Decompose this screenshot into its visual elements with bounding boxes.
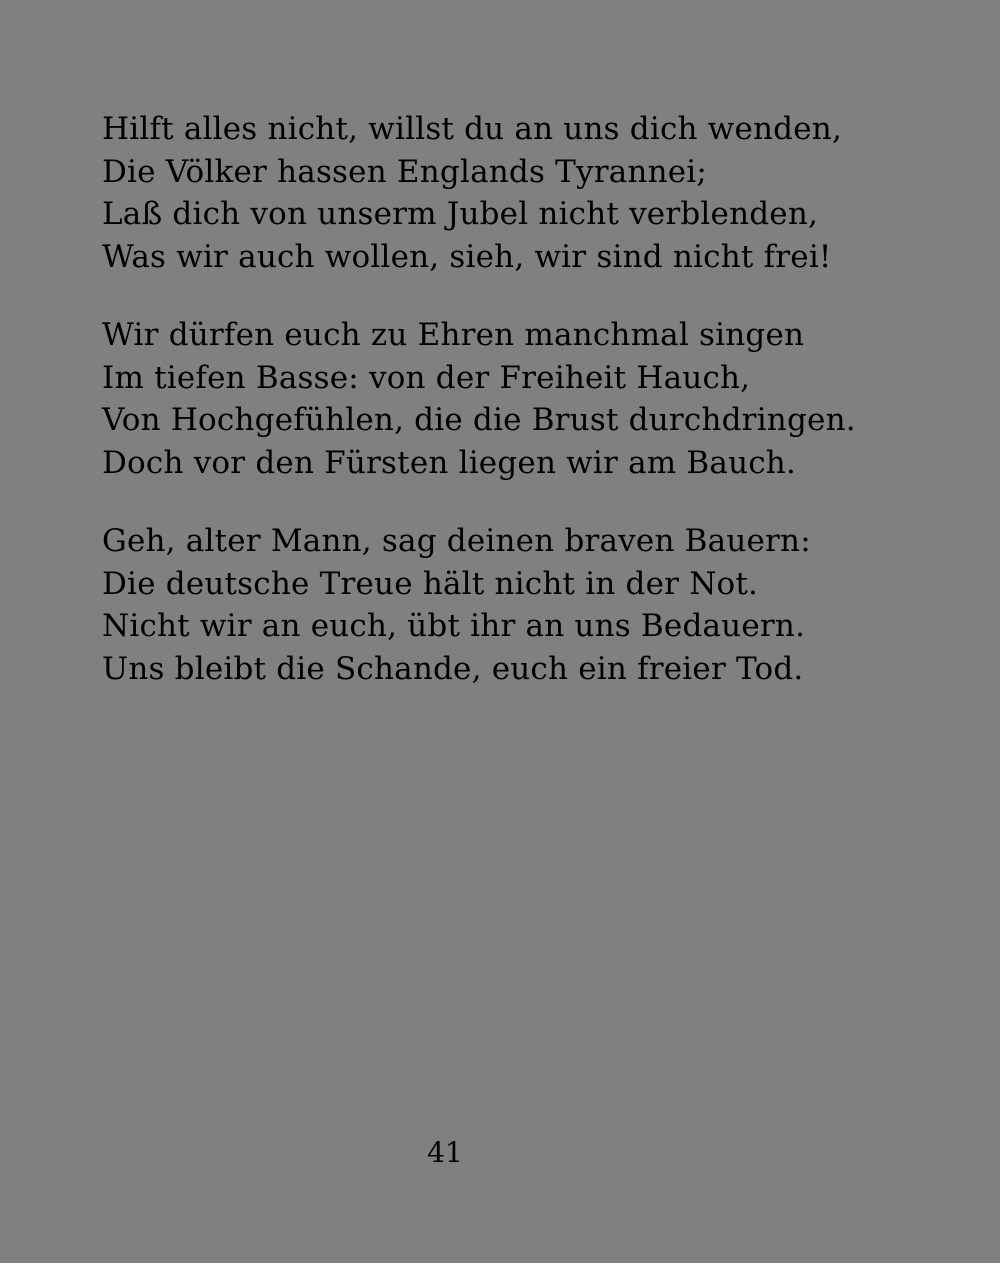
poem-line: Nicht wir an euch, übt ihr an uns Bedauern. — [102, 608, 806, 644]
poem-line: Im tiefen Basse: von der Freiheit Hauch, — [102, 359, 751, 396]
poem-line: Die deutsche Treue hält nicht in der Not. — [102, 565, 759, 602]
poem-line: Laß dich von unserm Jubel nicht verblenden, — [102, 196, 819, 232]
poem-line: Hilft alles nicht, willst du an uns dich wenden, — [102, 111, 842, 147]
stanza-1 — [102, 108, 962, 278]
stanza-3 — [102, 520, 962, 690]
poem-line: Doch vor den Fürsten liegen wir am Bauch. — [102, 444, 797, 481]
poem-line: Die Völker hassen Englands Tyrannei; — [102, 153, 708, 190]
poem — [102, 108, 962, 726]
poem-line: Wir dürfen euch zu Ehren manchmal singen — [102, 317, 805, 353]
poem-line: Von Hochgefühlen, die die Brust durchdringen. — [102, 402, 856, 438]
page-number: 41 — [427, 1136, 463, 1169]
poem-line: Geh, alter Mann, sag deinen braven Bauern: — [102, 523, 811, 559]
stanza-2 — [102, 314, 962, 484]
poem-line: Uns bleibt die Schande, euch ein freier Tod. — [102, 650, 804, 687]
poem-line: Was wir auch wollen, sieh, wir sind nicht frei! — [102, 238, 832, 275]
